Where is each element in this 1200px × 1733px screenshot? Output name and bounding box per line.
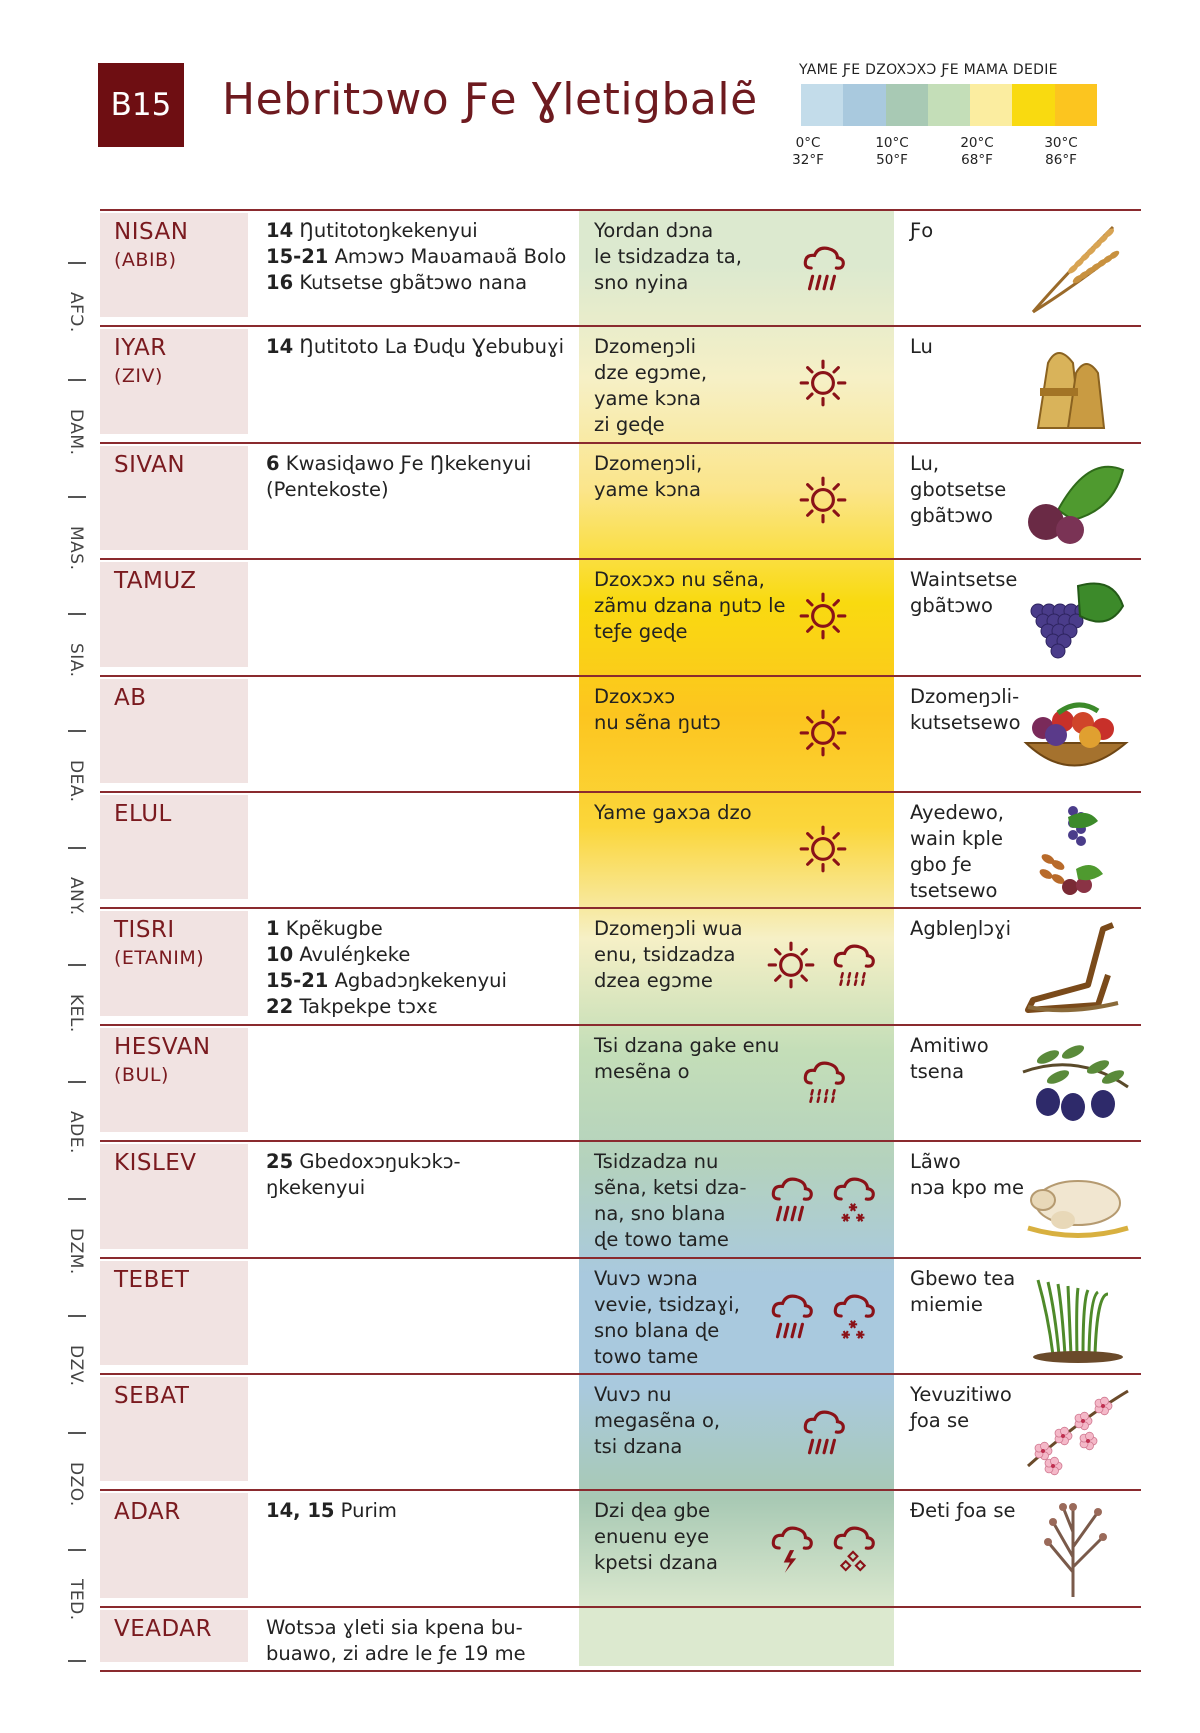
legend-tick: 30°C 86°F [1044,135,1078,168]
row-divider [100,1489,1141,1491]
weather-line: kpetsi dzana [594,1551,718,1575]
row-divider [100,1257,1141,1259]
festival-item [266,477,531,503]
month-name: IYAR [114,335,167,362]
rain-icon [764,1172,818,1226]
festival-list [266,1149,461,1201]
weather-line: Vuvɔ nu [594,1383,672,1406]
flax-icon [1018,1497,1136,1601]
weather-line: enuenu eye [594,1525,710,1549]
side-tick [68,847,86,849]
month-name: TISRI [114,917,175,944]
crop-line: Lu, [910,451,940,475]
month-alt-name: (BUL) [114,1063,169,1086]
weather-line: megasẽna o, [594,1409,721,1432]
festival-date: 16 [266,271,294,294]
legend-swatch [1012,84,1054,126]
weather-text [594,451,702,503]
row-divider [100,325,1141,327]
row-divider [100,907,1141,909]
rain-icon [764,1289,818,1343]
side-month-label: DEA. [66,760,86,803]
legend-tick: 0°C 32°F [792,135,824,168]
month-name: VEADAR [114,1615,213,1642]
weather-line: na, sno blana [594,1202,726,1226]
month-name: NISAN [114,219,189,245]
crop-line: Gbewo tea [910,1266,1016,1290]
legend-swatch [801,84,843,126]
side-tick [68,496,86,498]
festival-list [266,916,507,1020]
crop-line: miemie [910,1292,983,1316]
hail-icon [826,1521,880,1575]
weather-text [594,1382,720,1460]
festival-name: Kpẽkugbe [279,917,383,941]
festival-item [266,994,507,1020]
row-divider [100,1670,1141,1672]
wheat-sheaf-icon [1018,333,1136,437]
festival-item [266,968,507,994]
weather-line: Yame gaxɔa dzo [594,801,752,824]
side-tick [68,1315,86,1317]
weather-text [594,1498,718,1576]
festival-name: Agbadɔŋkekenyui [328,969,507,993]
barley-icon [1018,217,1136,321]
month-name: ELUL [114,801,172,827]
legend-tick: 20°C 68°F [960,135,994,168]
festival-item [266,916,507,942]
side-month-label: TED. [66,1579,86,1621]
legend-swatch [1055,84,1097,126]
row-divider [100,1606,1141,1608]
row-divider [100,675,1141,677]
festival-name: Gbedoxɔŋukɔkɔ- [293,1150,461,1174]
side-tick [68,1081,86,1083]
crop-line: Agbleŋlɔɣi [910,917,1012,941]
row-divider [100,558,1141,560]
crop-line: gbo ƒe [910,853,972,876]
weather-line: le tsidzadza ta, [594,245,742,268]
crop-line: Amitiwo [910,1033,989,1057]
side-month-label: KEL. [66,994,86,1033]
crop-line: gbotsetse [910,477,1007,501]
month-alt-name: (ETANIM) [114,947,205,970]
legend-swatch [843,84,885,126]
side-tick [68,1660,86,1662]
weather-line: ɖe towo tame [594,1228,729,1252]
drizzle-icon [826,939,880,993]
legend-tick: 10°C 50°F [875,135,909,168]
month-name: KISLEV [114,1150,197,1177]
festival-name: Ŋutitoto La Ɖuɖu Ɣebubuɣi [293,335,565,359]
weather-text [594,218,742,296]
weather-line: yame kɔna [594,387,701,411]
side-month-label: DZO. [66,1462,86,1507]
festival-list [266,334,564,360]
side-month-label: ANY. [66,877,86,916]
festival-date: 10 [266,943,294,967]
crop-text [910,218,933,244]
weather-line: vevie, tsidzaɣi, [594,1292,740,1316]
weather-text [594,800,752,826]
weather-line: mesẽna o [594,1059,690,1083]
side-month-label: DZV. [66,1345,86,1387]
festival-name: Takpekpe tɔxɛ [293,995,438,1019]
crop-line: tsetsewo [910,879,998,902]
festival-name: Avuléŋkeke [293,943,411,967]
festival-item [266,1498,397,1524]
festival-name: Purim [334,1499,397,1523]
crop-line: ƒoa se [910,1409,970,1432]
crop-text [910,334,933,360]
weather-line: zi geɖe [594,413,665,437]
temperature-legend-bar [801,84,1097,126]
festival-item [266,451,531,477]
crop-text [910,1498,1015,1524]
legend-swatch [886,84,928,126]
festival-list [266,1615,526,1667]
weather-line: towo tame [594,1344,699,1368]
month-name: SEBAT [114,1383,190,1409]
weather-line: Yordan dɔna [594,219,714,242]
side-tick [68,1549,86,1551]
crop-text [910,451,1006,529]
festival-date: 14 [266,219,294,242]
festival-name: Amɔwɔ Maʋamaʋã Bolo [328,245,567,268]
crop-line: kutsetsewo [910,710,1021,734]
festival-date: 25 [266,1150,294,1174]
festival-name: Kwasiɖawo Ƒe Ŋkekenyui [279,451,532,475]
side-tick [68,613,86,615]
side-month-label: ADE. [66,1111,86,1154]
dates-icon [1018,799,1136,903]
crop-text [910,916,1011,942]
side-tick [68,262,86,264]
month-alt-name: (ABIB) [114,249,177,271]
row-divider [100,209,1141,211]
festival-date: 14 [266,335,294,359]
sun-icon [796,823,850,877]
weather-line: Dzomeŋɔli wua [594,917,743,941]
temperature-legend-title: YAME ƑE DZOXƆXƆ ƑE MAMA DEDIE [799,62,1058,78]
festival-date: 15-21 [266,969,329,993]
crop-line: Ƒo [910,219,934,242]
grapes-icon [1018,566,1136,670]
weather-text [594,334,707,438]
crop-line: Waintsetse [910,568,1018,592]
weather-text [594,1149,746,1253]
sun-icon [764,939,818,993]
crop-line: Lãwo [910,1150,961,1174]
crop-text [910,1266,1015,1318]
side-tick [68,1198,86,1200]
month-name: AB [114,684,147,711]
festival-list [266,451,531,503]
festival-item [266,1149,461,1175]
row-divider [100,1373,1141,1375]
festival-name: ŋkekenyui [266,1176,366,1200]
rain-icon [796,241,850,295]
plow-icon [1018,915,1136,1019]
festival-date: 1 [266,917,280,941]
weather-line: Tsi dzana gake enu [594,1033,780,1057]
crop-line: gbãtɔwo [910,503,993,527]
festival-date: 6 [266,451,280,475]
weather-line: Dzoxɔxɔ nu sẽna, [594,568,765,592]
side-tick [68,964,86,966]
festival-list [266,1498,397,1524]
snow-icon [826,1172,880,1226]
month-name: SIVAN [114,451,186,478]
crop-line: nɔa kpo me [910,1176,1025,1200]
crop-text [910,1382,1012,1434]
month-name: ADAR [114,1499,181,1526]
festival-item [266,1641,526,1667]
rain-icon [796,1405,850,1459]
crop-line: gbãtɔwo [910,594,993,618]
legend-swatch [970,84,1012,126]
page-badge: B15 [98,63,184,147]
legend-swatch [928,84,970,126]
festival-item [266,244,566,270]
almond-blossom-icon [1018,1381,1136,1485]
side-month-label: SIA. [66,643,86,678]
month-alt-name: (ZIV) [114,365,163,388]
weather-line: sno blana ɖe [594,1318,720,1342]
weather-line: yame kɔna [594,477,701,501]
weather-line: nu sẽna ŋutɔ [594,710,721,734]
weather-text [594,1033,779,1085]
crop-line: Lu [910,335,933,359]
weather-line: Dzomeŋɔli [594,335,697,359]
sun-icon [796,707,850,761]
row-divider [100,442,1141,444]
festival-date: 15-21 [266,245,329,268]
weather-line: sno nyina [594,271,689,294]
row-divider [100,791,1141,793]
crop-line: Ayedewo, [910,801,1005,824]
weather-line: enu, tsidzadza [594,943,736,967]
weather-line: Vuvɔ wɔna [594,1266,698,1290]
weather-line: teƒe geɖe [594,620,688,644]
side-month-label: AFƆ. [66,292,86,333]
weather-text [594,567,786,645]
festival-name: Ŋutitotoŋkekenyui [293,219,478,242]
festival-item [266,1175,461,1201]
side-month-label: DAM. [66,409,86,456]
sun-icon [796,474,850,528]
drizzle-icon [796,1056,850,1110]
sun-icon [796,590,850,644]
side-month-label: DZM. [66,1228,86,1275]
olive-icon [1018,1032,1136,1136]
weather-text [594,916,743,994]
storm-icon [764,1521,818,1575]
weather-text [594,684,721,736]
month-name: HESVAN [114,1033,211,1060]
festival-name: (Pentekoste) [266,477,389,501]
festival-item [266,218,566,244]
crop-line: Yevuzitiwo [910,1383,1012,1406]
crop-text [910,1149,1024,1201]
festival-item [266,1615,526,1641]
weather-line: Dzomeŋɔli, [594,451,703,475]
crop-line: tsena [910,1059,965,1083]
weather-line: sẽna, ketsi dza- [594,1176,747,1200]
grass-icon [1018,1265,1136,1369]
weather-line: Dzoxɔxɔ [594,684,676,708]
crop-line: wain kple [910,827,1003,850]
side-tick [68,1432,86,1434]
page-title: Hebritɔwo Ƒe Ɣletigbalẽ [222,74,758,125]
sheep-icon [1018,1148,1136,1252]
snow-icon [826,1289,880,1343]
crop-text [910,800,1004,904]
festival-name: Kutsetse gbãtɔwo nana [293,271,528,294]
month-name: TEBET [114,1266,190,1293]
festival-date: 22 [266,995,294,1019]
month-name: TAMUZ [114,568,197,595]
side-tick [68,730,86,732]
weather-line: Dzi ɖea gbe [594,1499,711,1523]
crop-line: Dzomeŋɔli- [910,684,1020,708]
festival-name: buawo, zi adre le ƒe 19 me [266,1641,526,1665]
festival-date: 14, 15 [266,1499,335,1523]
fig-icon [1018,450,1136,554]
side-tick [68,379,86,381]
festival-list [266,218,566,296]
weather-line: dzea egɔme [594,969,713,993]
festival-item [266,942,507,968]
crop-text [910,1033,989,1085]
sun-icon [796,357,850,411]
side-month-label: MAS. [66,526,86,571]
weather-line: tsi dzana [594,1435,683,1458]
crop-text [910,567,1017,619]
weather-line: dze egɔme, [594,361,708,385]
fruit-basket-icon [1018,683,1136,787]
weather-line: zãmu dzana ŋutɔ le [594,594,786,618]
crop-text [910,684,1021,736]
row-divider [100,1024,1141,1026]
weather-text [594,1266,740,1370]
festival-item [266,334,564,360]
festival-name: Wotsɔa ɣleti sia kpena bu- [266,1615,523,1639]
crop-line: Ɖeti ƒoa se [910,1499,1016,1523]
festival-item [266,270,566,296]
row-divider [100,1140,1141,1142]
weather-line: Tsidzadza nu [594,1150,719,1174]
